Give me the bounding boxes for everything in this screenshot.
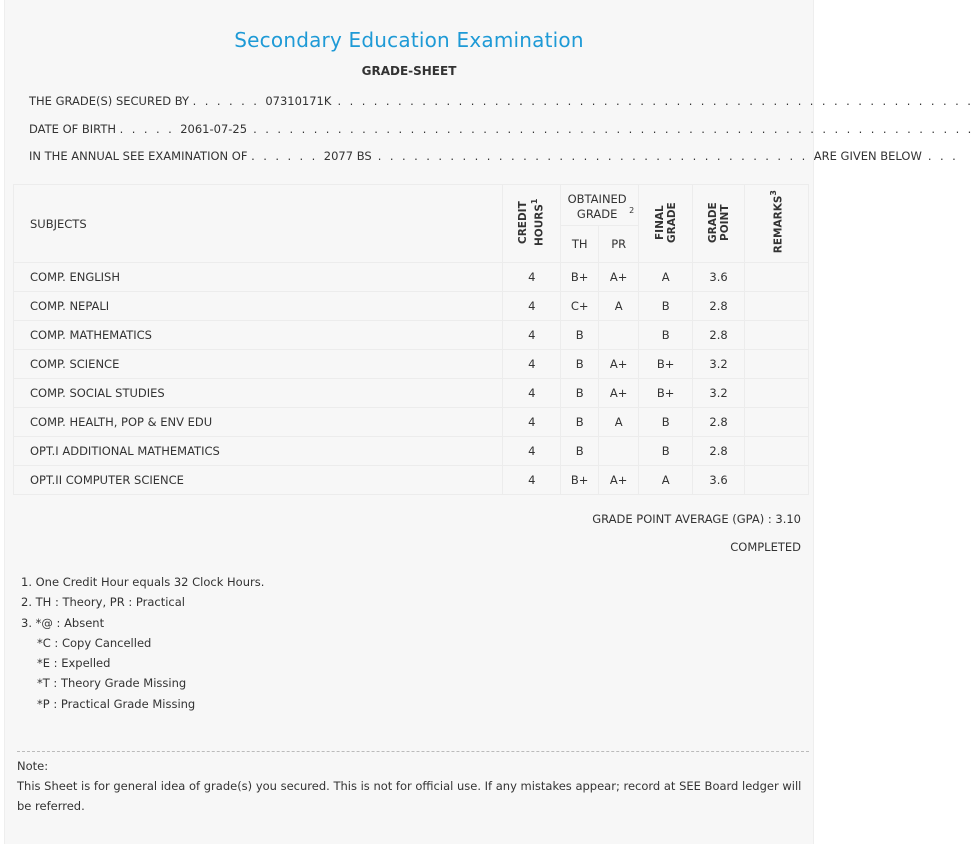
pr-grade-cell [599, 321, 639, 350]
subject-cell: COMP. SCIENCE [14, 350, 503, 379]
footnote-copy-cancelled: *C : Copy Cancelled [37, 635, 152, 650]
exam-year: 2077 BS [323, 149, 372, 163]
pr-grade-cell: A+ [599, 466, 639, 495]
header-remarks: REMARKS$^3$ [745, 185, 809, 263]
subject-cell: COMP. MATHEMATICS [14, 321, 503, 350]
grade-point-cell: 3.6 [693, 263, 745, 292]
pr-grade-cell: A [599, 292, 639, 321]
subject-cell: COMP. SOCIAL STUDIES [14, 379, 503, 408]
table-row [14, 263, 809, 292]
th-grade-cell: B [561, 437, 599, 466]
credit-cell: 4 [503, 437, 561, 466]
remarks-cell [745, 263, 809, 292]
footnote-2: 2. TH : Theory, PR : Practical [21, 595, 185, 610]
credit-cell: 4 [503, 292, 561, 321]
header-final-grade: FINAL GRADE [639, 185, 693, 263]
footnote-expelled: *E : Expelled [37, 656, 111, 671]
table-row [14, 437, 809, 466]
credit-cell: 4 [503, 350, 561, 379]
final-grade-cell: B [639, 408, 693, 437]
footnote-1: 1. One Credit Hour equals 32 Clock Hours. [21, 575, 265, 589]
th-grade-cell: B+ [561, 466, 599, 495]
pr-grade-cell [599, 437, 639, 466]
table-row [14, 350, 809, 379]
th-grade-cell: B [561, 321, 599, 350]
table-row [14, 292, 809, 321]
final-grade-cell: B+ [639, 379, 693, 408]
grade-point-cell: 2.8 [693, 437, 745, 466]
remarks-cell [745, 408, 809, 437]
credit-cell: 4 [503, 379, 561, 408]
header-credit-hours: CREDIT HOURS$^1$ [503, 185, 561, 263]
divider [17, 751, 809, 752]
dob-value: 2061-07-25 [180, 122, 248, 136]
pr-grade-cell: A [599, 408, 639, 437]
dob-line: DATE OF BIRTH . . . . . 2061-07-25 . . . . . . . . . . . . . . . . . . . . . . . . . . . . . . . . . . . . . . . . . . . . . . . . . . . . . . . . . . . . [29, 122, 974, 136]
final-grade-cell: B+ [639, 350, 693, 379]
grades-table [13, 184, 809, 495]
page-subtitle: GRADE-SHEET [361, 64, 457, 78]
secured-by-line: THE GRADE(S) SECURED BY . . . . . . 07310171K . . . . . . . . . . . . . . . . . . . . . . . . . . . . . . . . . . . . . . . . . . . . . . . . . . . . . [29, 94, 974, 108]
pr-grade-cell: A+ [599, 350, 639, 379]
status-text: COMPLETED [730, 540, 801, 554]
credit-cell: 4 [503, 321, 561, 350]
header-grade-point: GRADE POINT [693, 185, 745, 263]
pr-grade-cell: A+ [599, 263, 639, 292]
given-below: ARE GIVEN BELOW [813, 149, 922, 163]
final-grade-cell: B [639, 321, 693, 350]
remarks-cell [745, 379, 809, 408]
subject-cell: OPT.II COMPUTER SCIENCE [14, 466, 503, 495]
subject-cell: COMP. HEALTH, POP & ENV EDU [14, 408, 503, 437]
header-th: TH [561, 226, 599, 263]
grade-point-cell: 3.6 [693, 466, 745, 495]
footnote-3: 3. *@ : Absent [21, 615, 105, 630]
final-grade-cell: B [639, 292, 693, 321]
th-grade-cell: B [561, 379, 599, 408]
subject-cell: COMP. ENGLISH [14, 263, 503, 292]
table-row [14, 408, 809, 437]
subject-cell: OPT.I ADDITIONAL MATHEMATICS [14, 437, 503, 466]
th-grade-cell: C+ [561, 292, 599, 321]
table-row [14, 466, 809, 495]
header-pr: PR [599, 226, 639, 263]
remarks-cell [745, 466, 809, 495]
final-grade-cell: A [639, 263, 693, 292]
note-text: This Sheet is for general idea of grade(s) you secured. This is not for official use. If any mistakes appear; record at SEE Board ledger will be referred. [17, 779, 802, 813]
page-title: Secondary Education Examination [234, 28, 584, 52]
grade-point-cell: 2.8 [693, 408, 745, 437]
grade-point-cell: 2.8 [693, 292, 745, 321]
grade-sheet-page [4, 0, 974, 844]
header-obtained-grade: OBTAINED GRADE $^2$ [561, 185, 639, 226]
remarks-cell [745, 350, 809, 379]
symbol-number: 07310171K [265, 94, 332, 108]
th-grade-cell: B [561, 350, 599, 379]
subject-cell: COMP. NEPALI [14, 292, 503, 321]
th-grade-cell: B [561, 408, 599, 437]
dob-label: DATE OF BIRTH [29, 122, 117, 136]
final-grade-cell: B [639, 437, 693, 466]
grade-point-cell: 3.2 [693, 350, 745, 379]
table-row [14, 321, 809, 350]
remarks-cell [745, 437, 809, 466]
footnote-practical-missing: *P : Practical Grade Missing [37, 696, 196, 711]
footnote-theory-missing: *T : Theory Grade Missing [37, 676, 187, 691]
note-label: Note: [17, 759, 49, 773]
grade-point-cell: 3.2 [693, 379, 745, 408]
exam-line: IN THE ANNUAL SEE EXAMINATION OF . . . . . . 2077 BS . . . . . . . . . . . . . . . . . . . . . . . . . . . . . . . . . . . . ARE GIVEN BELOW . . . [29, 149, 959, 163]
pr-grade-cell: A+ [599, 379, 639, 408]
gpa-line: GRADE POINT AVERAGE (GPA) : 3.10 [592, 512, 801, 526]
table-row [14, 379, 809, 408]
th-grade-cell: B+ [561, 263, 599, 292]
note-block [17, 756, 803, 816]
grade-point-cell: 2.8 [693, 321, 745, 350]
remarks-cell [745, 321, 809, 350]
remarks-cell [745, 292, 809, 321]
credit-cell: 4 [503, 466, 561, 495]
footnotes [21, 572, 264, 714]
header-subjects: SUBJECTS [14, 185, 503, 263]
exam-label: IN THE ANNUAL SEE EXAMINATION OF [29, 149, 248, 163]
final-grade-cell: A [639, 466, 693, 495]
secured-label: THE GRADE(S) SECURED BY [29, 94, 190, 108]
credit-cell: 4 [503, 408, 561, 437]
credit-cell: 4 [503, 263, 561, 292]
